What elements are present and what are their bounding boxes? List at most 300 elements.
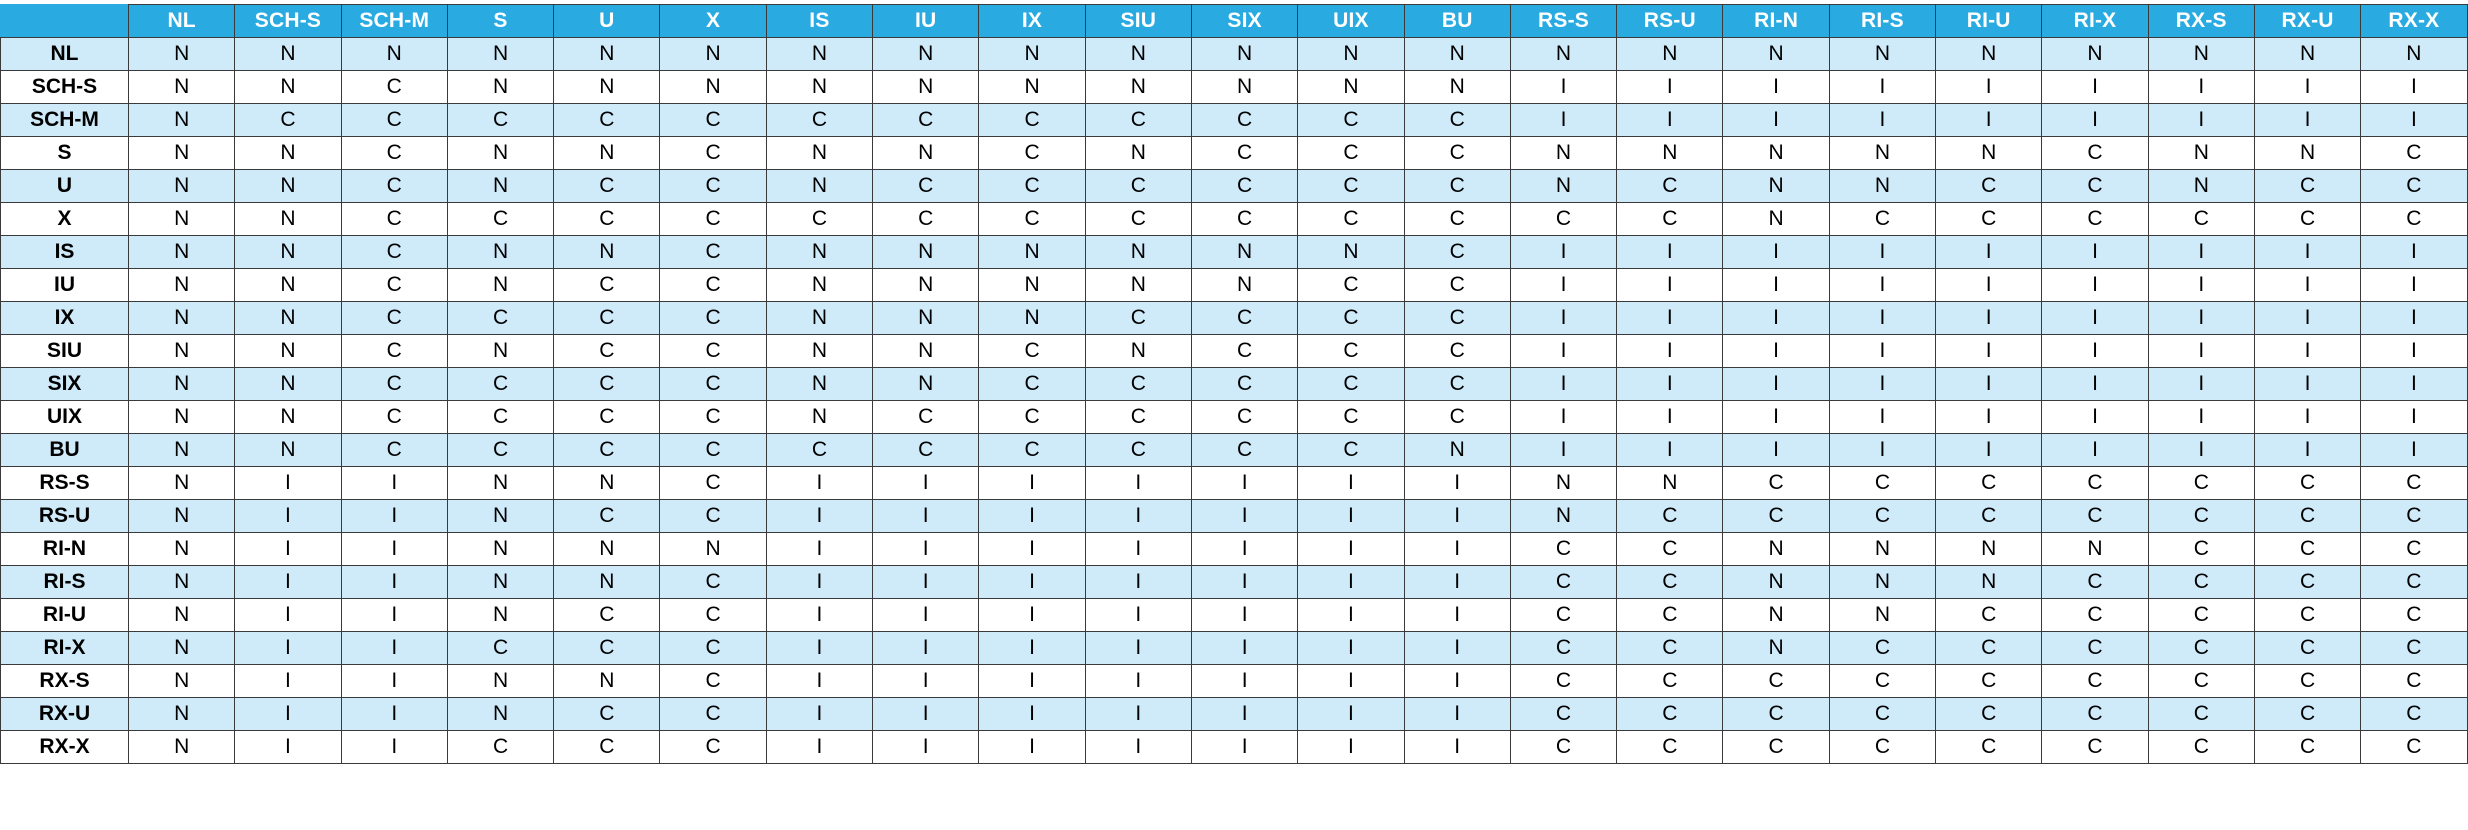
matrix-cell: C [660, 335, 766, 368]
matrix-cell: I [766, 599, 872, 632]
row-header: NL [1, 38, 129, 71]
row-header: U [1, 170, 129, 203]
matrix-cell: I [1510, 368, 1616, 401]
matrix-cell: I [766, 698, 872, 731]
row-header: IX [1, 302, 129, 335]
matrix-cell: N [2361, 38, 2467, 71]
matrix-cell: I [979, 533, 1085, 566]
matrix-cell: C [1404, 170, 1510, 203]
matrix-cell: I [2254, 401, 2360, 434]
matrix-cell: C [660, 599, 766, 632]
matrix-cell: C [2042, 698, 2148, 731]
matrix-cell: C [1085, 104, 1191, 137]
table-row [1, 236, 2468, 269]
matrix-cell: I [235, 599, 341, 632]
matrix-cell: N [979, 302, 1085, 335]
matrix-cell: C [660, 137, 766, 170]
matrix-cell: N [1723, 533, 1829, 566]
matrix-cell: C [873, 401, 979, 434]
matrix-cell: C [2361, 731, 2467, 764]
matrix-cell: N [2042, 38, 2148, 71]
matrix-cell: N [1085, 335, 1191, 368]
matrix-cell: N [766, 170, 872, 203]
matrix-cell: C [2148, 698, 2254, 731]
matrix-cell: C [1936, 731, 2042, 764]
matrix-cell: N [873, 236, 979, 269]
table-row [1, 38, 2468, 71]
column-header: SCH-S [235, 5, 341, 38]
matrix-cell: C [1298, 434, 1404, 467]
matrix-cell: I [2254, 71, 2360, 104]
matrix-cell: N [554, 38, 660, 71]
matrix-cell: I [341, 632, 447, 665]
matrix-cell: I [873, 533, 979, 566]
matrix-cell: C [2042, 665, 2148, 698]
matrix-cell: I [1936, 236, 2042, 269]
matrix-cell: N [2148, 137, 2254, 170]
column-header: RI-N [1723, 5, 1829, 38]
matrix-cell: N [1723, 38, 1829, 71]
matrix-cell: N [2254, 137, 2360, 170]
matrix-cell: N [235, 302, 341, 335]
matrix-cell: C [1723, 731, 1829, 764]
matrix-cell: C [554, 599, 660, 632]
column-header: SIU [1085, 5, 1191, 38]
matrix-cell: C [2254, 599, 2360, 632]
matrix-cell: I [979, 599, 1085, 632]
matrix-cell: C [2042, 137, 2148, 170]
matrix-cell: I [1404, 632, 1510, 665]
matrix-cell: N [447, 38, 553, 71]
matrix-cell: C [1085, 434, 1191, 467]
matrix-cell: C [1404, 137, 1510, 170]
matrix-cell: C [2254, 203, 2360, 236]
matrix-cell: N [766, 137, 872, 170]
matrix-cell: I [1085, 731, 1191, 764]
matrix-cell: C [979, 104, 1085, 137]
column-header: X [660, 5, 766, 38]
matrix-cell: C [341, 434, 447, 467]
matrix-cell: C [1404, 236, 1510, 269]
table-row [1, 71, 2468, 104]
matrix-cell: N [766, 335, 872, 368]
matrix-cell: C [1936, 170, 2042, 203]
matrix-cell: C [1723, 698, 1829, 731]
matrix-cell: I [2148, 434, 2254, 467]
matrix-cell: C [979, 203, 1085, 236]
matrix-cell: I [979, 632, 1085, 665]
matrix-cell: C [660, 467, 766, 500]
matrix-cell: N [1829, 533, 1935, 566]
matrix-cell: N [1510, 170, 1616, 203]
column-header: RS-U [1617, 5, 1723, 38]
matrix-cell: N [129, 302, 235, 335]
matrix-cell: C [1510, 665, 1616, 698]
matrix-cell: N [1404, 38, 1510, 71]
matrix-cell: I [235, 500, 341, 533]
matrix-cell: N [554, 467, 660, 500]
matrix-cell: I [1936, 302, 2042, 335]
matrix-cell: C [554, 632, 660, 665]
row-header: RX-U [1, 698, 129, 731]
matrix-cell: C [873, 104, 979, 137]
matrix-cell: I [1510, 335, 1616, 368]
matrix-cell: N [1085, 137, 1191, 170]
column-header: RX-X [2361, 5, 2467, 38]
matrix-cell: N [1829, 170, 1935, 203]
matrix-cell: C [1510, 203, 1616, 236]
matrix-cell: I [1085, 467, 1191, 500]
matrix-cell: N [129, 137, 235, 170]
matrix-cell: I [2148, 335, 2254, 368]
matrix-cell: C [341, 203, 447, 236]
matrix-cell: C [1298, 335, 1404, 368]
matrix-cell: N [1085, 71, 1191, 104]
matrix-cell: I [2042, 335, 2148, 368]
matrix-cell: N [1298, 38, 1404, 71]
matrix-cell: I [1617, 71, 1723, 104]
matrix-cell: N [1617, 137, 1723, 170]
matrix-cell: N [447, 566, 553, 599]
matrix-cell: I [1723, 269, 1829, 302]
matrix-cell: C [554, 104, 660, 137]
matrix-cell: C [2148, 632, 2254, 665]
matrix-cell: I [341, 533, 447, 566]
matrix-cell: I [1829, 401, 1935, 434]
matrix-cell: C [2042, 500, 2148, 533]
matrix-cell: I [341, 731, 447, 764]
matrix-header [1, 5, 2468, 38]
matrix-cell: C [1617, 731, 1723, 764]
matrix-cell: C [1510, 632, 1616, 665]
matrix-cell: N [129, 665, 235, 698]
matrix-cell: C [1723, 665, 1829, 698]
matrix-cell: I [766, 566, 872, 599]
matrix-cell: N [1723, 566, 1829, 599]
matrix-cell: I [235, 467, 341, 500]
matrix-cell: I [1723, 368, 1829, 401]
column-header: RX-U [2254, 5, 2360, 38]
matrix-cell: N [1404, 71, 1510, 104]
matrix-cell: N [447, 335, 553, 368]
matrix-cell: N [873, 137, 979, 170]
matrix-cell: I [2361, 335, 2467, 368]
row-header: SCH-M [1, 104, 129, 137]
matrix-cell: N [129, 467, 235, 500]
matrix-cell: C [2148, 533, 2254, 566]
matrix-cell: C [341, 368, 447, 401]
matrix-cell: N [660, 71, 766, 104]
matrix-cell: N [235, 137, 341, 170]
column-header: IS [766, 5, 872, 38]
matrix-cell: C [2042, 632, 2148, 665]
matrix-cell: C [1510, 533, 1616, 566]
matrix-cell: C [1191, 368, 1297, 401]
matrix-cell: I [2042, 302, 2148, 335]
matrix-cell: I [873, 500, 979, 533]
matrix-cell: I [1191, 632, 1297, 665]
matrix-cell: I [1936, 401, 2042, 434]
matrix-cell: I [2042, 71, 2148, 104]
matrix-cell: N [554, 665, 660, 698]
matrix-cell: N [2148, 38, 2254, 71]
matrix-cell: N [554, 71, 660, 104]
matrix-cell: I [2254, 335, 2360, 368]
matrix-cell: C [766, 104, 872, 137]
matrix-cell: C [341, 269, 447, 302]
matrix-cell: I [1829, 335, 1935, 368]
matrix-cell: C [1085, 203, 1191, 236]
matrix-cell: C [1829, 203, 1935, 236]
matrix-cell: I [1085, 665, 1191, 698]
matrix-cell: C [554, 401, 660, 434]
matrix-cell: I [1191, 599, 1297, 632]
matrix-cell: C [1829, 731, 1935, 764]
matrix-cell: I [2148, 71, 2254, 104]
matrix-cell: N [447, 665, 553, 698]
column-header: BU [1404, 5, 1510, 38]
table-row [1, 599, 2468, 632]
matrix-cell: N [447, 236, 553, 269]
matrix-cell: I [2254, 434, 2360, 467]
matrix-cell: I [766, 665, 872, 698]
matrix-cell: C [979, 335, 1085, 368]
matrix-cell: I [1829, 302, 1935, 335]
matrix-cell: I [979, 665, 1085, 698]
matrix-cell: N [1191, 236, 1297, 269]
matrix-cell: N [129, 71, 235, 104]
matrix-cell: N [766, 71, 872, 104]
matrix-cell: I [1298, 632, 1404, 665]
matrix-cell: N [129, 368, 235, 401]
matrix-cell: N [235, 269, 341, 302]
matrix-cell: C [1936, 698, 2042, 731]
matrix-cell: C [2042, 467, 2148, 500]
matrix-cell: C [979, 170, 1085, 203]
matrix-cell: I [1936, 104, 2042, 137]
matrix-cell: C [766, 203, 872, 236]
matrix-cell: I [766, 500, 872, 533]
matrix-cell: C [1617, 203, 1723, 236]
matrix-cell: C [2148, 665, 2254, 698]
matrix-cell: N [2042, 533, 2148, 566]
matrix-cell: I [1191, 500, 1297, 533]
matrix-cell: N [129, 698, 235, 731]
matrix-cell: C [2042, 170, 2148, 203]
matrix-cell: I [1723, 401, 1829, 434]
matrix-cell: C [1298, 269, 1404, 302]
matrix-cell: N [2254, 38, 2360, 71]
matrix-cell: N [1191, 269, 1297, 302]
matrix-cell: N [873, 71, 979, 104]
column-header: UIX [1298, 5, 1404, 38]
matrix-cell: I [1936, 368, 2042, 401]
matrix-cell: N [554, 236, 660, 269]
matrix-cell: C [447, 203, 553, 236]
matrix-cell: C [341, 104, 447, 137]
matrix-cell: C [447, 368, 553, 401]
matrix-cell: C [979, 434, 1085, 467]
matrix-cell: C [660, 632, 766, 665]
matrix-cell: I [2148, 368, 2254, 401]
matrix-cell: C [2042, 566, 2148, 599]
matrix-cell: N [979, 236, 1085, 269]
matrix-cell: I [235, 533, 341, 566]
matrix-cell: C [2361, 566, 2467, 599]
matrix-cell: N [554, 533, 660, 566]
matrix-cell: C [873, 170, 979, 203]
matrix-cell: N [1723, 203, 1829, 236]
matrix-cell: C [660, 368, 766, 401]
matrix-cell: C [1617, 500, 1723, 533]
matrix-cell: I [2148, 269, 2254, 302]
matrix-cell: C [1936, 467, 2042, 500]
matrix-cell: I [341, 566, 447, 599]
matrix-cell: I [1936, 71, 2042, 104]
matrix-cell: C [341, 137, 447, 170]
matrix-cell: C [1404, 302, 1510, 335]
matrix-cell: C [1404, 203, 1510, 236]
matrix-cell: N [1617, 38, 1723, 71]
matrix-cell: C [554, 368, 660, 401]
matrix-cell: C [660, 665, 766, 698]
matrix-cell: I [1404, 731, 1510, 764]
matrix-cell: C [660, 698, 766, 731]
row-header: SIX [1, 368, 129, 401]
matrix-cell: C [1298, 368, 1404, 401]
matrix-cell: I [979, 500, 1085, 533]
matrix-cell: N [129, 632, 235, 665]
matrix-cell: C [1510, 731, 1616, 764]
matrix-cell: N [1829, 599, 1935, 632]
matrix-cell: C [447, 434, 553, 467]
column-header: IX [979, 5, 1085, 38]
matrix-cell: C [660, 170, 766, 203]
matrix-cell: I [2361, 104, 2467, 137]
matrix-cell: I [1510, 302, 1616, 335]
table-row [1, 302, 2468, 335]
matrix-cell: I [1298, 698, 1404, 731]
row-header: RS-U [1, 500, 129, 533]
matrix-cell: C [979, 137, 1085, 170]
matrix-cell: I [2148, 236, 2254, 269]
column-header: RI-S [1829, 5, 1935, 38]
matrix-cell: N [235, 434, 341, 467]
matrix-cell: I [1617, 236, 1723, 269]
matrix-cell: I [1510, 236, 1616, 269]
matrix-cell: C [2361, 665, 2467, 698]
matrix-cell: I [1298, 467, 1404, 500]
matrix-cell: I [1617, 269, 1723, 302]
matrix-cell: I [1085, 566, 1191, 599]
matrix-cell: C [660, 401, 766, 434]
matrix-cell: C [1191, 104, 1297, 137]
matrix-cell: I [1191, 467, 1297, 500]
row-header: RI-U [1, 599, 129, 632]
matrix-cell: C [1298, 401, 1404, 434]
matrix-cell: C [1617, 566, 1723, 599]
column-header: RX-S [2148, 5, 2254, 38]
matrix-cell: I [873, 599, 979, 632]
matrix-cell: N [129, 731, 235, 764]
matrix-cell: C [660, 434, 766, 467]
matrix-cell: C [660, 269, 766, 302]
matrix-cell: I [1085, 599, 1191, 632]
table-row [1, 500, 2468, 533]
matrix-cell: I [2254, 302, 2360, 335]
matrix-cell: N [235, 236, 341, 269]
matrix-cell: I [1829, 71, 1935, 104]
matrix-cell: C [1191, 335, 1297, 368]
table-row [1, 335, 2468, 368]
matrix-cell: C [1936, 665, 2042, 698]
matrix-cell: N [766, 38, 872, 71]
matrix-cell: C [1191, 137, 1297, 170]
matrix-cell: N [235, 71, 341, 104]
table-row [1, 170, 2468, 203]
column-header: SIX [1191, 5, 1297, 38]
matrix-cell: I [1085, 500, 1191, 533]
matrix-cell: N [2148, 170, 2254, 203]
matrix-cell: C [1829, 698, 1935, 731]
row-header: RX-S [1, 665, 129, 698]
matrix-cell: I [1404, 665, 1510, 698]
matrix-cell: I [1723, 71, 1829, 104]
matrix-cell: N [447, 533, 553, 566]
matrix-cell: N [129, 335, 235, 368]
matrix-cell: C [2254, 170, 2360, 203]
matrix-cell: N [1936, 38, 2042, 71]
matrix-cell: C [554, 170, 660, 203]
matrix-cell: I [2148, 302, 2254, 335]
matrix-cell: I [766, 467, 872, 500]
matrix-cell: C [2361, 203, 2467, 236]
matrix-cell: C [2361, 500, 2467, 533]
matrix-cell: I [2042, 236, 2148, 269]
matrix-cell: N [129, 500, 235, 533]
matrix-cell: I [1617, 104, 1723, 137]
table-row [1, 665, 2468, 698]
matrix-cell: C [554, 731, 660, 764]
matrix-cell: C [2254, 731, 2360, 764]
table-row [1, 104, 2468, 137]
row-header: SIU [1, 335, 129, 368]
matrix-cell: I [2148, 104, 2254, 137]
matrix-cell: C [2361, 467, 2467, 500]
column-header: IU [873, 5, 979, 38]
matrix-cell: N [873, 368, 979, 401]
matrix-cell: N [1936, 137, 2042, 170]
matrix-cell: N [235, 203, 341, 236]
matrix-cell: N [1510, 38, 1616, 71]
matrix-cell: C [1829, 632, 1935, 665]
row-header: RI-X [1, 632, 129, 665]
matrix-cell: C [2254, 533, 2360, 566]
matrix-cell: N [1510, 137, 1616, 170]
row-header: RI-N [1, 533, 129, 566]
column-header: S [447, 5, 553, 38]
matrix-cell: N [235, 335, 341, 368]
matrix-cell: C [1298, 203, 1404, 236]
matrix-cell: I [1829, 236, 1935, 269]
matrix-cell: C [660, 566, 766, 599]
matrix-cell: N [235, 401, 341, 434]
matrix-cell: I [1936, 335, 2042, 368]
matrix-cell: C [2254, 698, 2360, 731]
matrix-cell: N [447, 599, 553, 632]
matrix-cell: N [1617, 467, 1723, 500]
matrix-cell: C [1404, 335, 1510, 368]
